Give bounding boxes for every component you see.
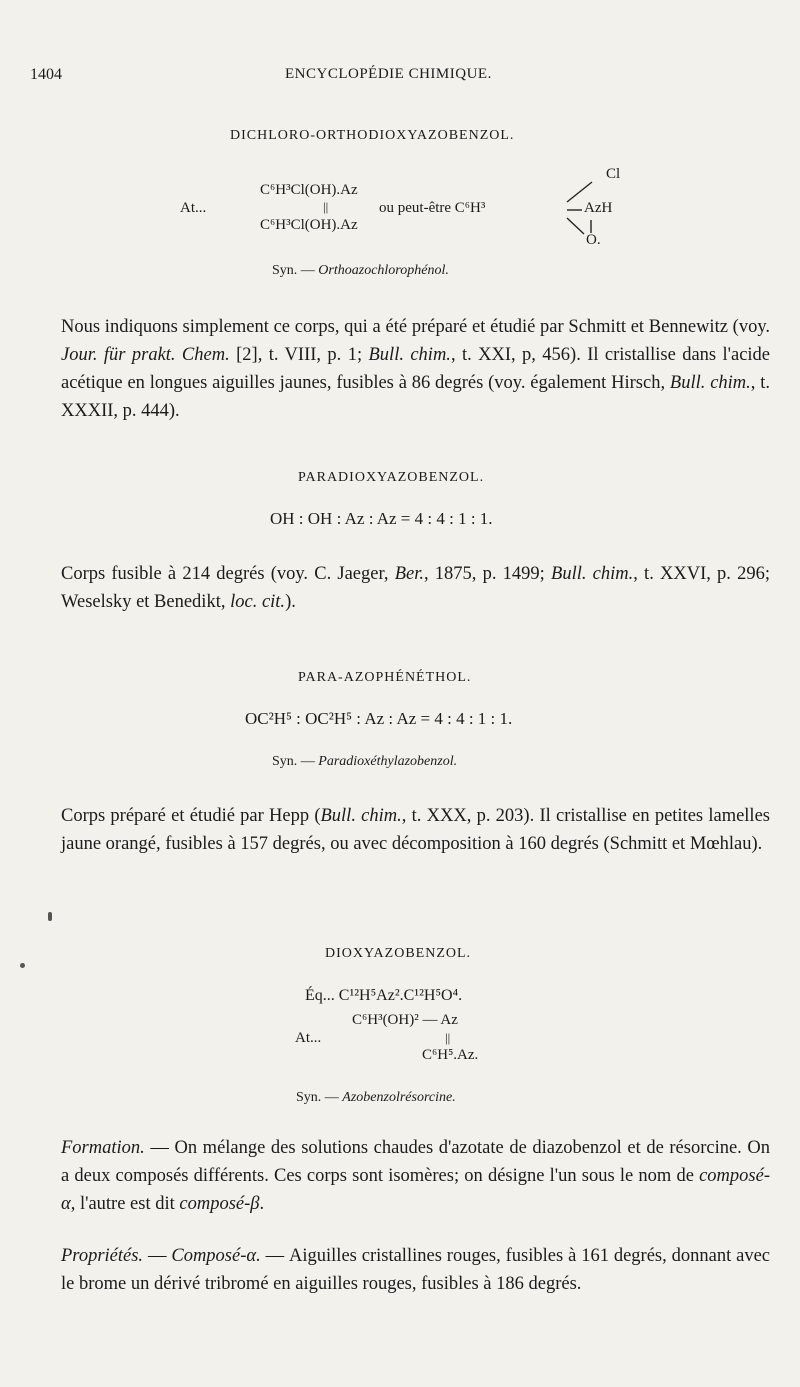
paragraph-azophenethol [61,802,770,858]
paragraph-paradioxy [61,560,770,616]
run-in-heading: Propriétés. [61,1246,144,1266]
text-run: , t. XXI, p, 456). Il cristallise dans l'acide acétique en longues aiguilles jaunes, fusibles à 86 degrés (voy. également Hirsch, [61,345,771,393]
text-run: , t. XXVI, p. 296; Weselsky et Benedikt, [61,564,771,612]
formula-line-1: C⁶H³Cl(OH).Az [260,182,358,198]
text-run: . [259,1194,265,1214]
text-run: , 1875, p. 1499; [424,564,545,584]
section-title-azophenethol: PARA-AZOPHÉNÉTHOL. [298,670,472,685]
text-run: Nous indiquons simplement ce corps, qui a été préparé et étudié par Schmitt et Bennewitz (voy. [61,317,770,337]
journal-ref: Ber. [394,564,424,584]
journal-ref: Bull. chim. [368,345,451,365]
formula-line-2: C⁶H³Cl(OH).Az [260,217,358,233]
text-run: , t. XXXII, p. 444). [61,373,771,421]
print-mark [48,912,52,921]
paragraph-formation [61,1134,770,1218]
ratio-formula: OH : OH : Az : Az = 4 : 4 : 1 : 1. [270,509,493,528]
compound-name: Composé-α. [171,1246,261,1266]
double-bond: || [323,199,329,214]
synonym-line [272,263,449,279]
journal-ref: loc. cit. [230,592,286,612]
at-label: At... [295,1030,322,1046]
synonym-line [296,1090,456,1106]
text-run: — Aiguilles cristallines rouges, fusibles à 161 degrés, donnant avec le brome un dérivé tribromé en aiguilles rouges, fusibles à 186 degrés. [61,1246,771,1294]
text-run: Corps fusible à 214 degrés (voy. C. Jaeger, [61,564,389,584]
syn-label: Syn. — [272,754,315,769]
text-run: Corps préparé et étudié par Hepp ( [61,806,321,826]
chlorine-label: Cl [606,166,621,182]
synonym-line [272,754,457,770]
journal-ref: Bull. chim. [320,806,402,826]
journal-ref: Bull. chim. [551,564,634,584]
text-run: ). [285,592,296,612]
alt-formula: ou peut-être C⁶H³ [379,200,486,216]
syn-value: Azobenzolrésorcine. [342,1090,456,1105]
text-run: — [147,1246,167,1266]
formula-line-1: C⁶H³(OH)² — Az [352,1012,458,1028]
text-run: , t. XXX, p. 203). Il cristallise en petites lamelles jaune orangé, fusibles à 157 degrés, ou avec décomposition à 160 degrés (Schmitt et Mœhlau). [61,806,770,854]
syn-label: Syn. — [272,263,315,278]
text-run: [2], t. VIII, p. 1; [236,345,363,365]
compound-name: composé-β [179,1194,260,1214]
run-in-heading: Formation. [61,1138,145,1158]
running-header: ENCYCLOPÉDIE CHIMIQUE. [285,66,492,82]
journal-ref: Bull. chim. [669,373,751,393]
text-run: — On mélange des solutions chaudes d'azotate de diazobenzol et de résorcine. On a deux composés différents. Ces corps sont isomères; on désigne l'un sous le nom de [61,1138,770,1186]
section-title-paradioxy: PARADIOXYAZOBENZOL. [298,470,485,485]
page-number: 1404 [30,66,62,83]
at-label: At... [180,200,207,216]
double-bond: || [445,1030,451,1045]
equivalent-formula: Éq... C¹²H⁵Az².C¹²H⁵O⁴. [305,987,463,1004]
text-run: , l'autre est dit [70,1194,175,1214]
section-title-dichloro: DICHLORO-ORTHODIOXYAZOBENZOL. [230,128,515,143]
oxygen-label: O. [586,232,601,248]
ratio-formula: OC²H⁵ : OC²H⁵ : Az : Az = 4 : 4 : 1 : 1. [245,709,513,728]
compound-name: composé-α [61,1166,770,1214]
syn-label: Syn. — [296,1090,339,1105]
formula-line-2: C⁶H⁵.Az. [422,1047,479,1063]
section-title-dioxyazobenzol: DIOXYAZOBENZOL. [325,946,472,961]
paragraph-dichloro [61,313,770,425]
syn-value: Orthoazochlorophénol. [318,263,449,278]
paragraph-proprietes [61,1242,770,1298]
syn-value: Paradioxéthylazobenzol. [318,754,458,769]
azh-label: AzH [584,200,613,216]
journal-ref: Jour. für prakt. Chem. [61,345,230,365]
print-mark [20,963,25,968]
